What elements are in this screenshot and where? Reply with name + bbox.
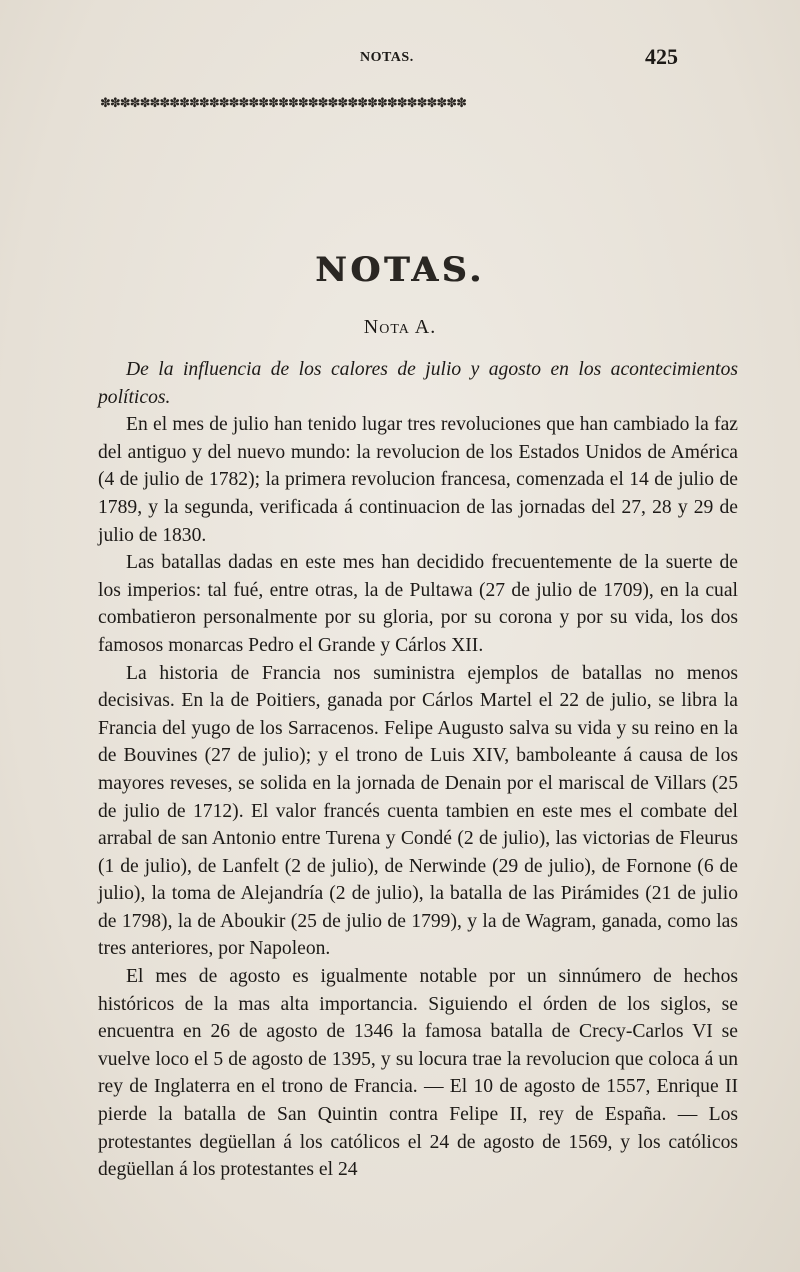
note-label: Nota A.: [363, 316, 437, 338]
note-title: De la influencia de los calores de julio y agosto en los acontecimientos políticos.: [98, 359, 738, 408]
ornament-border: [100, 92, 745, 114]
running-head: NOTAS.: [360, 50, 414, 65]
paragraph-3: La historia de Francia nos suministra ejemplos de batallas no menos decisivas. En la de Poitiers, ganada por Cárlos Martel el 22 de julio, se libra la Francia del yugo de los Sarracenos. Felipe Augusto salva su vida y su reino en la de Bouvines (27 de julio); y el trono de Luis XIV, bamboleante á causa de los mayores reveses, se solida en la jornada de Denain por el mariscal de Villars (25 de julio de 1712). El valor francés cuenta tambien en este mes el combate del arrabal de san Antonio entre Turena y Condé (2 de julio), las victorias de Fleurus (1 de julio), de Lanfelt (2 de julio), de Nerwinde (29 de julio), de Fornone (6 de julio), la toma de Alejandría (2 de julio), la batalla de las Pirámides (21 de julio de 1798), la de Aboukir (25 de julio de 1799), y la de Wagram, ganada, como las tres anteriores, por Napoleon.: [98, 662, 738, 960]
paragraph-1: En el mes de julio han tenido lugar tres revoluciones que han cambiado la faz del antiguo y del nuevo mundo: la revolucion de los Estados Unidos de América (4 de julio de 1782); la primera revolucion francesa, comenzada el 14 de julio de 1789, y la segunda, verificada á continuacion de las jornadas del 27, 28 y 29 de julio de 1830.: [98, 414, 738, 546]
body-text: [98, 356, 738, 1184]
section-heading: NOTAS.: [315, 250, 485, 290]
paragraph-4: El mes de agosto es igualmente notable por un sinnúmero de hechos históricos de la mas alta importancia. Siguiendo el órden de los siglos, se encuentra en 26 de agosto de 1346 la famosa batalla de Crecy-Carlos VI se vuelve loco el 5 de agosto de 1395, y su locura trae la revolucion que coloca á un rey de Inglaterra en el trono de Francia. — El 10 de agosto de 1557, Enrique II pierde la batalla de San Quintin contra Felipe II, rey de España. — Los protestantes degüellan á los católicos el 24 de agosto de 1569, y los católicos degüellan á los protestantes el 24: [98, 966, 738, 1181]
page-number: 425: [645, 44, 678, 69]
paragraph-2: Las batallas dadas en este mes han decidido frecuentemente de la suerte de los imperios: tal fué, entre otras, la de Pultawa (27 de julio de 1709), en la cual combatieron personalmente por su gloria, por su corona y por su vida, los dos famosos monarcas Pedro el Grande y Cárlos XII.: [98, 552, 738, 656]
ornament-glyphs: ✽✽✽✽✽✽✽✽✽✽✽✽✽✽✽✽✽✽✽✽✽✽✽✽✽✽✽✽✽✽✽✽✽✽✽✽✽: [100, 95, 467, 110]
